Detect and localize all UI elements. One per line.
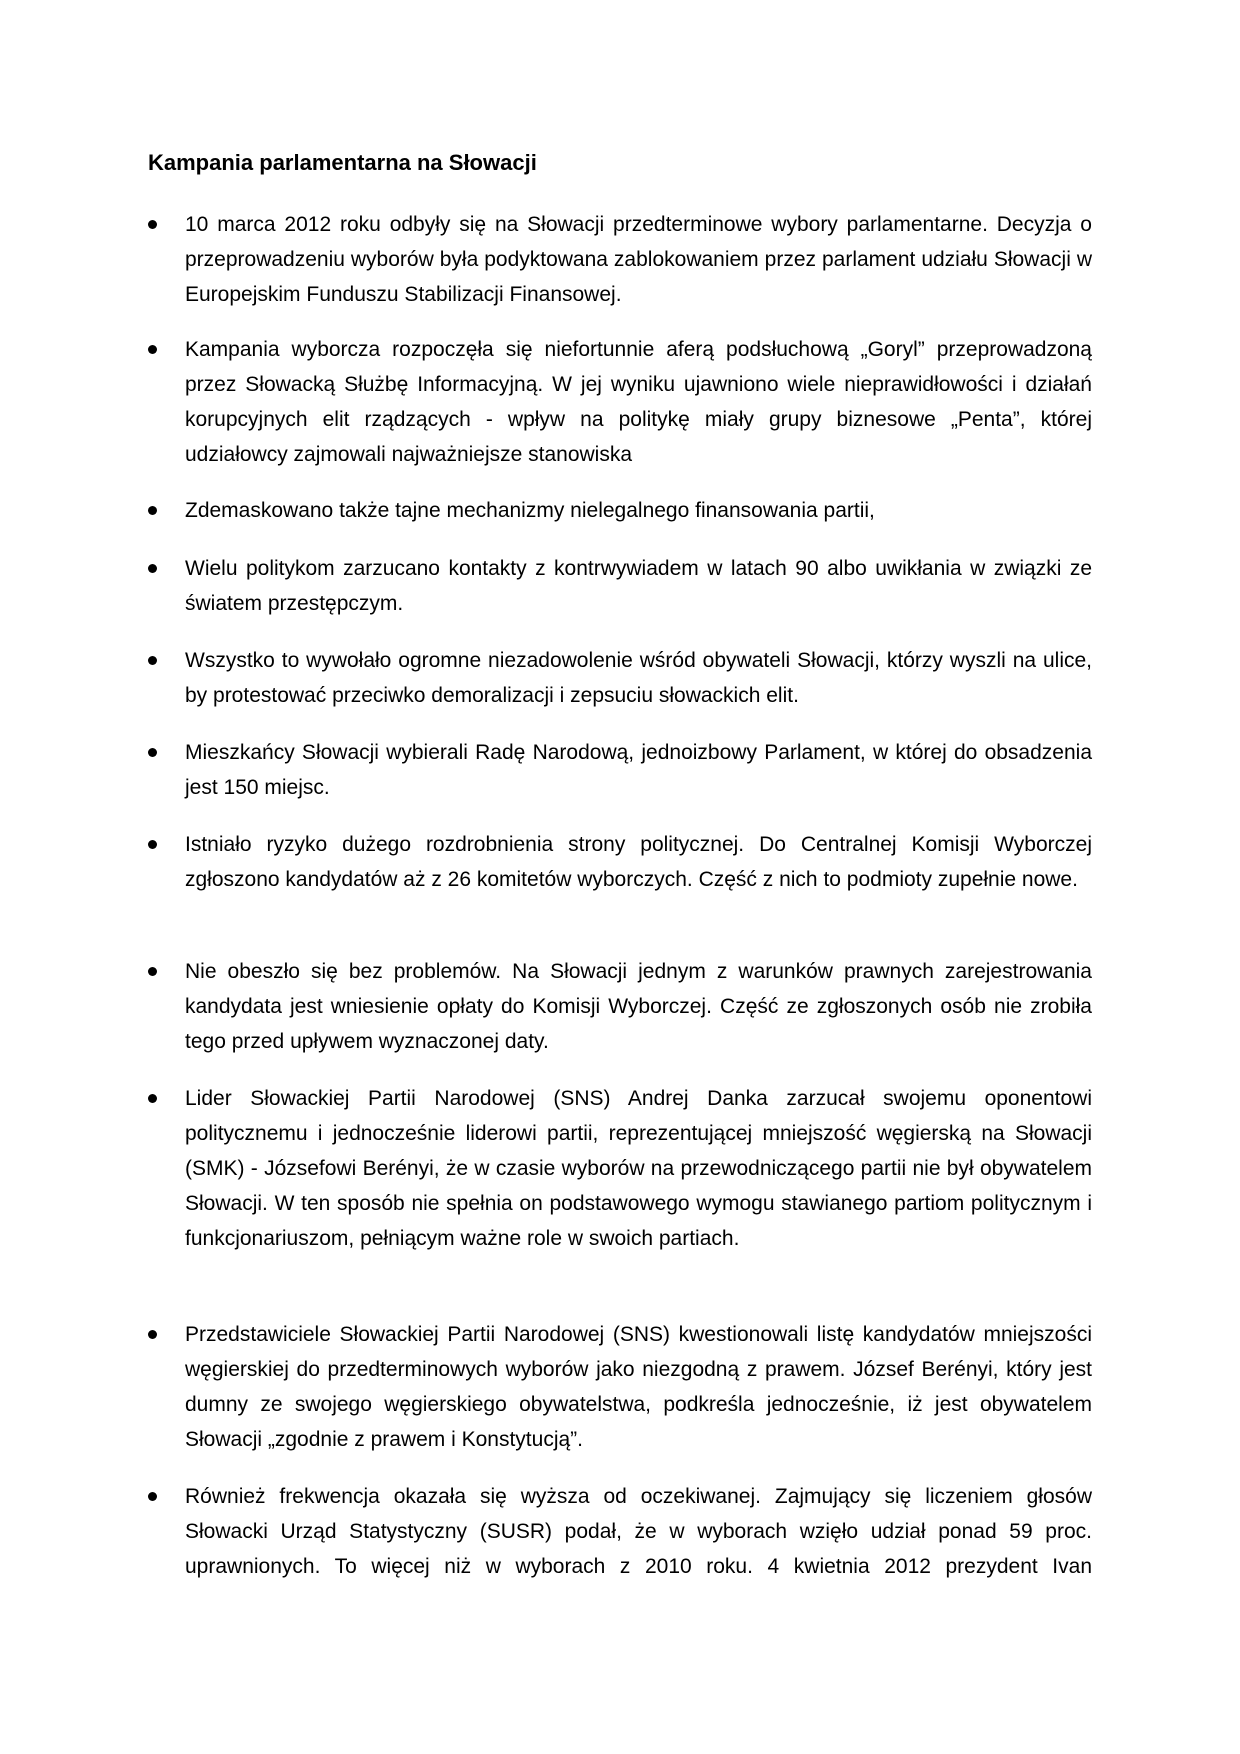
bullet-icon (148, 656, 157, 665)
bullet-text: Istniało ryzyko dużego rozdrobnienia strony politycznej. Do Centralnej Komisji Wyborczej zgłoszono kandydatów aż z 26 komitetów wyborczych. Część z nich to podmioty zupełnie nowe. (185, 833, 1092, 891)
bullet-text: Mieszkańcy Słowacji wybierali Radę Narodową, jednoizbowy Parlament, w której do obsadzenia jest 150 miejsc. (185, 741, 1092, 799)
bullet-icon (148, 1094, 157, 1103)
bullet-icon (148, 967, 157, 976)
bullet-icon (148, 840, 157, 849)
bullet-text: Nie obeszło się bez problemów. Na Słowacji jednym z warunków prawnych zarejestrowania kandydata jest wniesienie opłaty do Komisji Wyborczej. Część ze zgłoszonych osób nie zrobiła tego przed upływem wyznaczonej daty. (185, 960, 1092, 1053)
bullet-text: Przedstawiciele Słowackiej Partii Narodowej (SNS) kwestionowali listę kandydatów mniejszości węgierskiej do przedterminowych wyborów jako niezgodną z prawem. József Berényi, który jest dumny ze swojego węgierskiego obywatelstwa, podkreśla jednocześnie, iż jest obywatelem Słowacji „zgodnie z prawem i Konstytucją”. (185, 1323, 1092, 1451)
bullet-icon (148, 1492, 157, 1501)
bullet-text: Wielu politykom zarzucano kontakty z kontrwywiadem w latach 90 albo uwikłania w związki ze światem przestępczym. (185, 557, 1092, 615)
bullet-icon (148, 564, 157, 573)
bullet-text: Wszystko to wywołało ogromne niezadowolenie wśród obywateli Słowacji, którzy wyszli na ulice, by protestować przeciwko demoralizacji i zepsuciu słowackich elit. (185, 649, 1092, 707)
document-title: Kampania parlamentarna na Słowacji (148, 150, 537, 175)
bullet-text: Lider Słowackiej Partii Narodowej (SNS) Andrej Danka zarzucał swojemu oponentowi politycznemu i jednocześnie liderowi partii, reprezentującej mniejszość węgierską na Słowacji (SMK) - Józsefowi Berényi, że w czasie wyborów na przewodniczącego partii nie był obywatelem Słowacji. W ten sposób nie spełnia on podstawowego wymogu stawianego partiom politycznym i funkcjonariuszom, pełniącym ważne role w swoich partiach. (185, 1087, 1092, 1250)
bullet-text: 10 marca 2012 roku odbyły się na Słowacji przedterminowe wybory parlamentarne. Decyzja o przeprowadzeniu wyborów była podyktowana zablokowaniem przez parlament udziału Słowacji w Europejskim Funduszu Stabilizacji Finansowej. (185, 213, 1092, 306)
bullet-icon (148, 506, 157, 515)
bullet-text: Kampania wyborcza rozpoczęła się niefortunnie aferą podsłuchową „Goryl” przeprowadzoną przez Słowacką Służbę Informacyjną. W jej wyniku ujawniono wiele nieprawidłowości i działań korupcyjnych elit rządzących - wpływ na politykę miały grupy biznesowe „Penta”, której udziałowcy zajmowali najważniejsze stanowiska (185, 338, 1092, 466)
bullet-text: Zdemaskowano także tajne mechanizmy nielegalnego finansowania partii, (185, 499, 875, 522)
bullet-icon (148, 1330, 157, 1339)
bullet-icon (148, 345, 157, 354)
bullet-text: Również frekwencja okazała się wyższa od oczekiwanej. Zajmujący się liczeniem głosów Słowacki Urząd Statystyczny (SUSR) podał, że w wyborach wzięło udział ponad 59 proc. uprawnionych. To więcej niż w wyborach z 2010 roku. 4 kwietnia 2012 prezydent Ivan (185, 1485, 1092, 1578)
bullet-icon (148, 220, 157, 229)
bullet-icon (148, 748, 157, 757)
